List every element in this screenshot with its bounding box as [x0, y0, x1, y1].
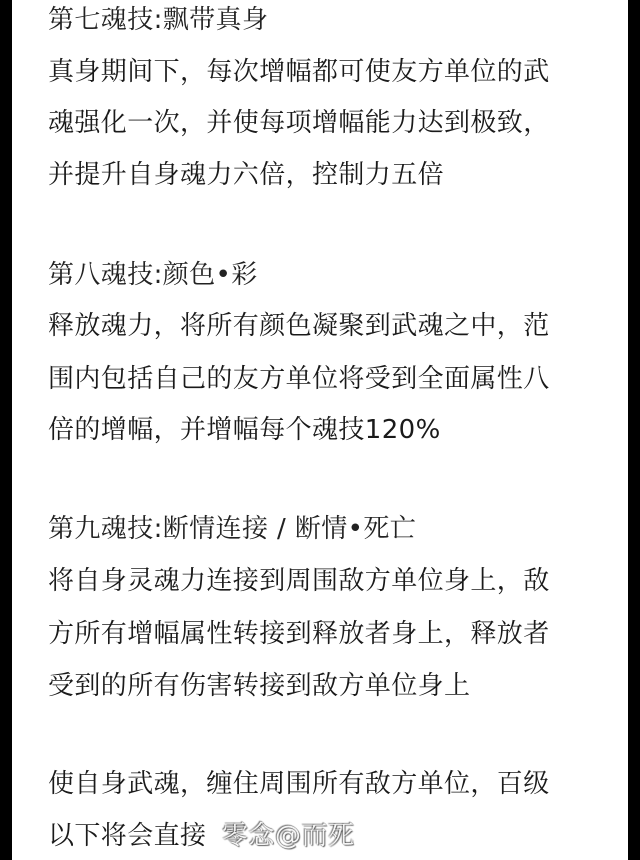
section-9-line-3: 受到的所有伤害转接到敌方单位身上 [48, 671, 471, 701]
section-7-title: 第七魂技:飘带真身 [48, 5, 269, 35]
document-paper [12, 0, 628, 860]
section-7-line-2: 魂强化一次，并使每项增幅能力达到极致， [48, 108, 550, 138]
section-9-line-1: 将自身灵魂力连接到周围敌方单位身上，敌 [48, 566, 550, 596]
watermark-text: 零念@而死 [222, 821, 355, 851]
section-7-line-1: 真身期间下，每次增幅都可使友方单位的武 [48, 57, 550, 87]
final-paragraph-line-2: 以下将会直接 [48, 821, 207, 851]
section-8-line-3: 倍的增幅，并增幅每个魂技120% [48, 415, 441, 445]
section-9-line-2: 方所有增幅属性转接到释放者身上，释放者 [48, 619, 550, 649]
section-7-line-3: 并提升自身魂力六倍，控制力五倍 [48, 160, 445, 190]
section-8-title: 第八魂技:颜色•彩 [48, 260, 258, 290]
section-9-title: 第九魂技:断情连接 / 断情•死亡 [48, 514, 417, 544]
final-paragraph-line-1: 使自身武魂，缠住周围所有敌方单位，百级 [48, 769, 550, 799]
section-8-line-2: 围内包括自己的友方单位将受到全面属性八 [48, 364, 550, 394]
section-8-line-1: 释放魂力，将所有颜色凝聚到武魂之中，范 [48, 311, 550, 341]
